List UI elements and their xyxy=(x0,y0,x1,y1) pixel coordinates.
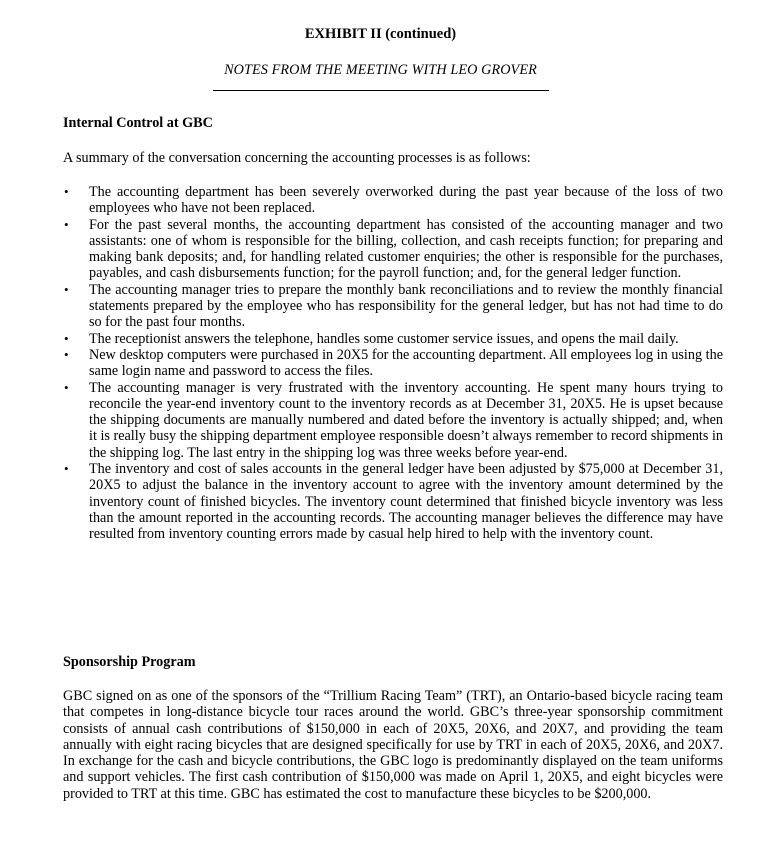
bullet-icon: • xyxy=(64,330,69,346)
bullet-item xyxy=(63,331,723,347)
bullet-item xyxy=(63,282,723,331)
bullet-text: The inventory and cost of sales accounts in the general ledger have been adjusted by $75,000 at December 31, 20X5 to adjust the balance in the inventory account to agree with the inventory amount determined by the inventory count of finished bicycles. The inventory count determined that finished bicycle inventory was less than the amount reported in the accounting records. The accounting manager believes the difference may have resulted from inventory counting errors made by casual help hired to help with the inventory count. xyxy=(89,461,723,543)
bullet-icon: • xyxy=(64,281,69,297)
internal-control-heading: Internal Control at GBC xyxy=(63,115,213,131)
bullet-text: The accounting manager tries to prepare the monthly bank reconciliations and to review the monthly financial statements prepared by the employee who has responsibility for the general ledger, but has not had time to do so for the past four months. xyxy=(89,281,723,331)
bullet-text: The receptionist answers the telephone, handles some customer service issues, and opens the mail daily. xyxy=(89,330,679,347)
bullet-icon: • xyxy=(64,216,69,232)
bullet-icon: • xyxy=(64,184,69,199)
bullet-text: New desktop computers were purchased in 20X5 for the accounting department. All employees log in using the same login name and password to access the files. xyxy=(89,346,723,380)
internal-control-bullet-list xyxy=(63,184,723,543)
bullet-text: The accounting manager is very frustrated with the inventory accounting. He spent many hours trying to reconcile the year-end inventory count to the inventory records as at December 31, 20X5. He is upset because the shipping documents are manually numbered and dated before the inventory is actually shipped; and, when it is really busy the shipping department employee responsible doesn’t always remember to record shipments in the shipping log. The last entry in the shipping log was three weeks before year-end. xyxy=(89,379,723,461)
bullet-icon: • xyxy=(64,346,69,362)
bullet-icon: • xyxy=(64,379,69,395)
bullet-item xyxy=(63,380,723,461)
bullet-item xyxy=(63,184,723,217)
bullet-item xyxy=(63,347,723,380)
sponsorship-paragraph: GBC signed on as one of the sponsors of the “Trillium Racing Team” (TRT), an Ontario-based bicycle racing team that competes in long-distance bicycle tour races around the world. GBC’s three-year sponsorship commitment consists of annual cash contributions of $150,000 in each of 20X5, 20X6, and 20X7, and providing the team annually with eight racing bicycles that are designed specifically for use by TRT in each of 20X5, 20X6, and 20X7. In exchange for the cash and bicycle contributions, the GBC logo is predominantly displayed on the team uniforms and support vehicles. The first cash contribution of $150,000 was made on April 1, 20X5, and eight bicycles were provided to TRT at this time. GBC has estimated the cost to manufacture these bicycles to be $200,000. xyxy=(63,688,723,802)
summary-intro: A summary of the conversation concerning the accounting processes is as follows: xyxy=(63,150,531,166)
bullet-item xyxy=(63,217,723,282)
bullet-text: For the past several months, the accounting department has consisted of the accounting manager and two assistants: one of whom is responsible for the billing, collection, and cash receipts function; for preparing and making bank deposits; and, for handling related customer enquiries; the other is responsible for the purchases, payables, and cash disbursements function; for the payroll function; and, for the general ledger function. xyxy=(89,216,723,282)
exhibit-title: EXHIBIT II (continued) xyxy=(304,26,457,42)
bullet-text: The accounting department has been severely overworked during the past year because of the loss of two employees who have not been replaced. xyxy=(89,184,723,217)
notes-title: NOTES FROM THE MEETING WITH LEO GROVER xyxy=(224,62,537,78)
bullet-item xyxy=(63,461,723,542)
sponsorship-heading: Sponsorship Program xyxy=(63,654,196,670)
title-underline xyxy=(213,90,549,91)
bullet-icon: • xyxy=(64,461,69,477)
